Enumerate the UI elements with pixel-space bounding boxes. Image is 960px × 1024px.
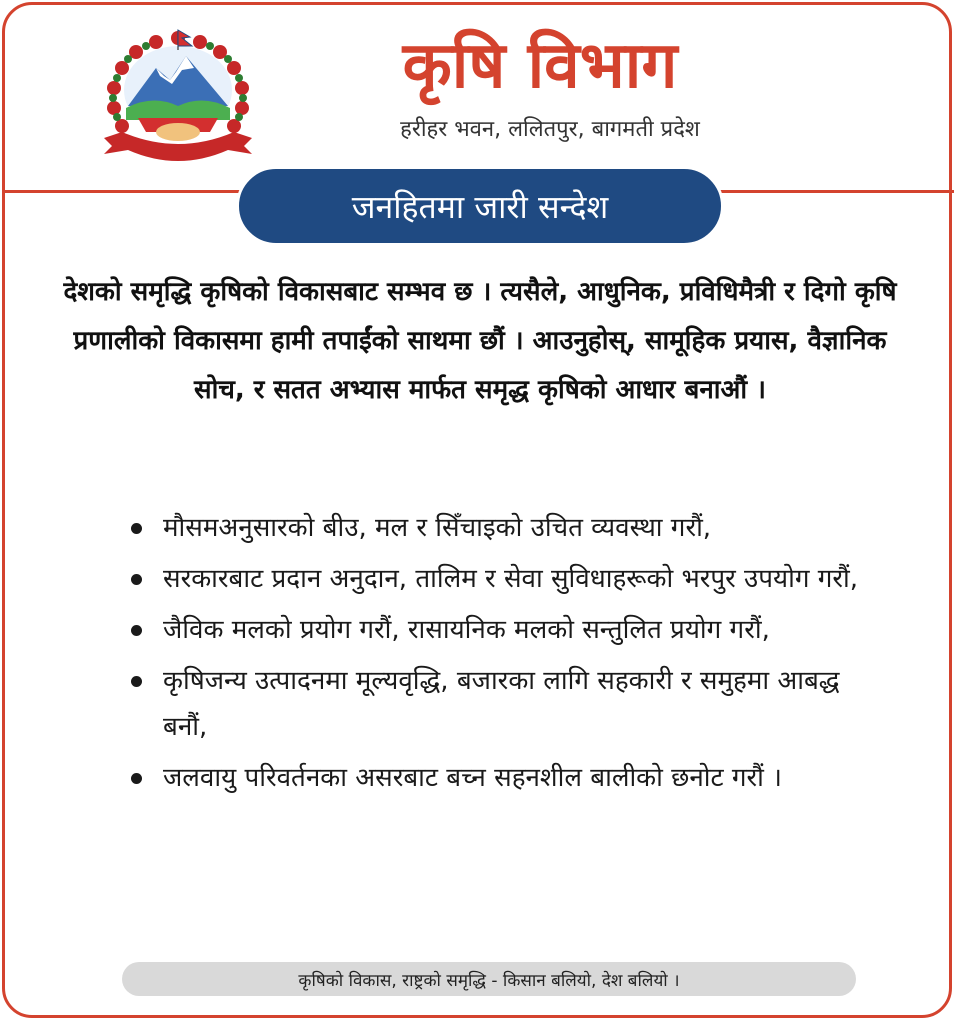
bullet-icon xyxy=(131,625,142,636)
public-notice-banner xyxy=(236,166,724,246)
department-address: हरीहर भवन, ललितपुर, बागमती प्रदेश xyxy=(400,117,700,142)
bullet-icon xyxy=(131,676,142,687)
nepal-emblem-icon xyxy=(98,28,258,168)
list-item: जलवायु परिवर्तनका असरबाट बच्न सहनशील बालीको छनोट गरौं । xyxy=(125,755,865,801)
list-item: मौसमअनुसारको बीउ, मल र सिँचाइको उचित व्यवस्था गरौं, xyxy=(125,505,865,551)
divider-right xyxy=(718,190,954,193)
lead-message: देशको समृद्धि कृषिको विकासबाट सम्भव छ । त्यसैले, आधुनिक, प्रविधिमैत्री र दिगो कृषि प्रणालीको विकासमा हामी तपाईंको साथमा छौं । आउनुहोस्, सामूहिक प्रयास, वैज्ञानिक सोच, र सतत अभ्यास मार्फत समृद्ध कृषिको आधार बनाऔं । xyxy=(63,277,897,405)
footer-text: कृषिको विकास, राष्ट्रको समृद्धि - किसान बलियो, देश बलियो । xyxy=(298,970,680,991)
advice-list xyxy=(125,505,865,806)
list-item: सरकारबाट प्रदान अनुदान, तालिम र सेवा सुविधाहरूको भरपुर उपयोग गरौं, xyxy=(125,556,865,602)
divider-left xyxy=(3,190,245,193)
bullet-icon xyxy=(131,523,142,534)
list-item: जैविक मलको प्रयोग गरौं, रासायनिक मलको सन्तुलित प्रयोग गरौं, xyxy=(125,607,865,653)
banner-label: जनहितमा जारी सन्देश xyxy=(351,187,609,226)
footer-slogan xyxy=(122,962,856,996)
department-title: कृषि विभाग xyxy=(402,29,678,103)
list-item: कृषिजन्य उत्पादनमा मूल्यवृद्धि, बजारका लागि सहकारी र समुहमा आबद्ध बनौं, xyxy=(125,658,865,750)
bullet-icon xyxy=(131,574,142,585)
bullet-icon xyxy=(131,773,142,784)
